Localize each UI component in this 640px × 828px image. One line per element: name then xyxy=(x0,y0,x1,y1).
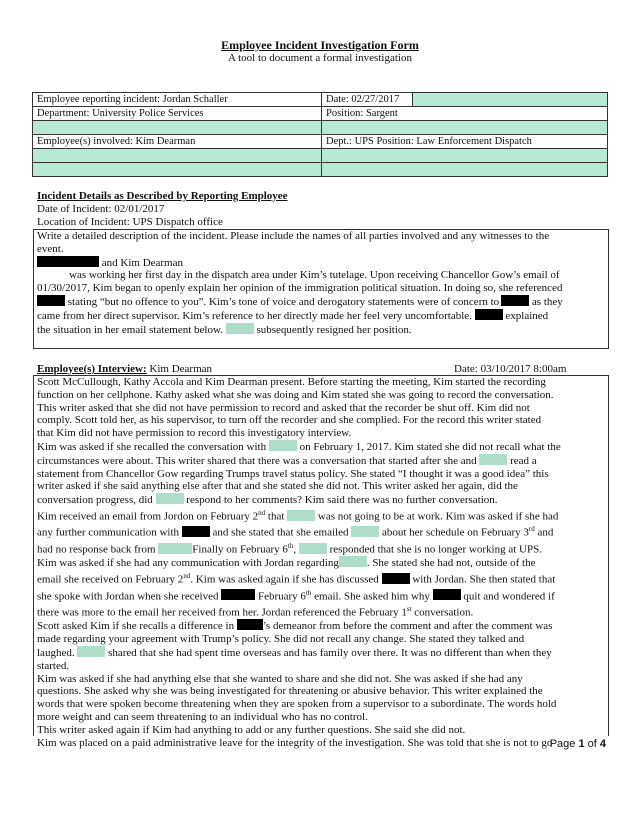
highlight-cell xyxy=(322,149,608,163)
incident-date: Date of Incident: 02/01/2017 xyxy=(37,203,165,215)
instructions-line: Write a detailed description of the incident. Please include the names of all parties involved and any witnesses to the xyxy=(37,230,550,242)
page-number xyxy=(550,738,606,750)
redaction xyxy=(299,543,327,554)
text-line: explained xyxy=(505,309,549,322)
superscript: th xyxy=(287,541,294,550)
text-line: . She stated she had not, outside of the xyxy=(366,557,536,570)
redaction xyxy=(351,526,379,537)
text-line: and xyxy=(534,527,554,540)
highlight-cell xyxy=(33,121,322,135)
text-line: and she stated that she emailed xyxy=(212,527,349,540)
redaction xyxy=(339,556,367,567)
highlight-cell xyxy=(322,163,608,177)
redaction xyxy=(226,323,254,334)
text-line: Kim was asked if she had any communication with Jordan regarding xyxy=(37,557,339,570)
text-line: she spoke with Jordan when she received xyxy=(37,590,219,603)
redaction xyxy=(501,295,529,306)
text-line: started. xyxy=(37,659,70,672)
text-line: writer asked if she said anything else after that and she stated she did not. This writer asked her again, did the xyxy=(37,480,518,493)
redaction xyxy=(237,619,263,630)
superscript: rd xyxy=(528,525,535,534)
text-line: the situation in her email statement below. xyxy=(37,323,223,336)
text-line: function on her cellphone. Kathy asked what she was doing and Kim stated she was going to record the conversation. xyxy=(37,388,554,401)
incident-details-heading: Incident Details as Described by Reporting Employee xyxy=(37,190,288,202)
superscript: nd xyxy=(183,572,191,581)
redaction xyxy=(475,309,503,320)
interviewee-name: Kim Dearman xyxy=(149,363,213,375)
employee-info-table xyxy=(32,92,608,177)
text-line: was not going to be at work. Kim was asked if she had xyxy=(317,510,559,523)
text-line: statement from Chancellor Gow regarding Trumps travel status policy. She stated “I thought it was a good idea” this xyxy=(37,467,549,480)
text-line: comply. Scott told her, as his supervisor, to turn off the recorder and she complied. For the record this writer stated xyxy=(37,414,542,427)
text-line: This writer asked that she did not have permission to record and asked that the recorder be shut off. Kim did not xyxy=(37,401,530,414)
redaction xyxy=(269,440,297,451)
text-line: conversation. xyxy=(411,606,474,619)
text-line: questions. She asked why she was being investigated for threatening or abusive behavior. This writer explained the xyxy=(37,685,543,698)
text-line: shared that she had spent time overseas and has family over there. It was no different than when they xyxy=(108,647,552,660)
redaction xyxy=(433,589,461,600)
redaction xyxy=(182,526,210,537)
redaction xyxy=(382,573,410,584)
superscript: st xyxy=(406,605,412,614)
date-cell: Date: 02/27/2017 xyxy=(322,93,413,107)
text-line: Kim was asked if she recalled the conversation with xyxy=(37,440,267,453)
text-line: ’s demeanor from before the comment and after the comment was xyxy=(262,620,553,633)
text-line: conversation progress, did xyxy=(37,494,153,507)
text-line: . Kim was asked again if she has discussed xyxy=(190,573,379,586)
text-line: Kim received an email from Jordon on February 2 xyxy=(37,510,259,523)
interview-header xyxy=(37,363,212,376)
text-line: quit and wondered if xyxy=(463,590,555,603)
text-line: on February 1, 2017. Kim stated she did not recall what the xyxy=(299,440,561,453)
text-line: Finally on February 6 xyxy=(192,543,288,556)
text-line: circumstances were about. This writer shared that there was a conversation that started after she and xyxy=(37,454,477,467)
text-line: This writer asked again if Kim had anything to add or any further questions. She said she did not. xyxy=(37,723,466,736)
redaction xyxy=(37,295,65,306)
total-pages: 4 xyxy=(599,738,606,750)
form-subtitle: A tool to document a formal investigation xyxy=(228,52,412,64)
redaction xyxy=(221,589,255,600)
text-line: Kim was placed on a paid administrative leave for the integrity of the investigation. She was told that she is not to go xyxy=(37,736,553,749)
form-title: Employee Incident Investigation Form xyxy=(221,38,419,52)
redaction xyxy=(156,493,184,504)
text-line: that Kim did not have permission to record this investigatory interview. xyxy=(37,427,352,440)
page-label: Page xyxy=(549,738,579,750)
text-line: and Kim Dearman xyxy=(101,256,183,269)
text-line: that xyxy=(265,510,285,523)
involved-employee-cell: Employee(s) involved: Kim Dearman xyxy=(33,135,322,149)
text-line: was working her first day in the dispatch area under Kim’s tutelage. Upon receiving Chancellor Gow’s email of xyxy=(69,269,560,282)
text-line: laughed. xyxy=(37,647,75,660)
interview-date: Date: 03/10/2017 8:00am xyxy=(454,363,567,375)
redaction xyxy=(77,646,105,657)
text-line: email she received on February 2 xyxy=(37,573,184,586)
text-line: responded that she is no longer working at UPS. xyxy=(329,543,542,556)
text-line: respond to her comments? Kim said there was no further conversation. xyxy=(186,494,498,507)
redaction xyxy=(158,543,192,554)
incident-location: Location of Incident: UPS Dispatch office xyxy=(37,216,223,228)
text-line: read a xyxy=(510,454,537,467)
superscript: th xyxy=(305,588,312,597)
text-line: email. She asked him why xyxy=(311,590,430,603)
interview-notes xyxy=(37,376,607,749)
text-line: stating “but no offence to you”. Kim’s tone of voice and derogatory statements were of concern to xyxy=(67,295,500,308)
text-line: about her schedule on February 3 xyxy=(381,527,529,540)
text-line: made regarding your agreement with Trump’s policy. She did not recall any change. She stated they talked and xyxy=(37,633,525,646)
incident-description xyxy=(37,230,607,336)
text-line: more weight and can seem threatening to an individual who has no control. xyxy=(37,711,368,724)
text-line: 01/30/2017, Kim began to openly explain her opinion of the immigration political situation. In doing so, she referenced xyxy=(37,282,563,295)
text-line: Kim was asked if she had anything else that she wanted to share and she did not. She was asked if she had any xyxy=(37,672,523,685)
redaction xyxy=(287,510,315,521)
text-line: Scott McCullough, Kathy Accola and Kim Dearman present. Before starting the meeting, Kim started the recording xyxy=(37,376,546,388)
current-page: 1 xyxy=(578,738,585,750)
text-line: as they xyxy=(531,295,563,308)
department-cell: Department: University Police Services xyxy=(33,107,322,121)
redaction xyxy=(37,256,99,267)
highlight-cell xyxy=(322,121,608,135)
text-line: February 6 xyxy=(257,590,306,603)
text-line: Scott asked Kim if she recalls a difference in xyxy=(37,620,235,633)
page-of-label: of xyxy=(584,738,600,750)
interview-heading: Employee(s) Interview: xyxy=(37,363,147,375)
text-line: words that were spoken become threatening when they are spoken from a supervisor to a subordinate. The words hold xyxy=(37,698,557,711)
highlight-cell xyxy=(33,163,322,177)
reporting-employee-cell: Employee reporting incident: Jordan Schaller xyxy=(33,93,322,107)
text-line: came from her direct supervisor. Kim’s reference to her directly made her feel very uncomfortable. xyxy=(37,309,472,322)
text-line: subsequently resigned her position. xyxy=(256,323,412,336)
text-line: any further communication with xyxy=(37,527,180,540)
instructions-line: event. xyxy=(37,242,64,255)
text-line: had no response back from xyxy=(37,543,156,556)
dept-position-cell: Dept.: UPS Position: Law Enforcement Dispatch xyxy=(322,135,608,149)
highlight-cell xyxy=(413,93,608,107)
superscript: nd xyxy=(258,508,266,517)
text-line: , xyxy=(293,543,297,556)
text-line: with Jordan. She then stated that xyxy=(412,573,556,586)
text-line: there was more to the email her received from her. Jordan referenced the February 1 xyxy=(37,606,407,619)
position-cell: Position: Sargent xyxy=(322,107,608,121)
redaction xyxy=(479,454,507,465)
highlight-cell xyxy=(33,149,322,163)
